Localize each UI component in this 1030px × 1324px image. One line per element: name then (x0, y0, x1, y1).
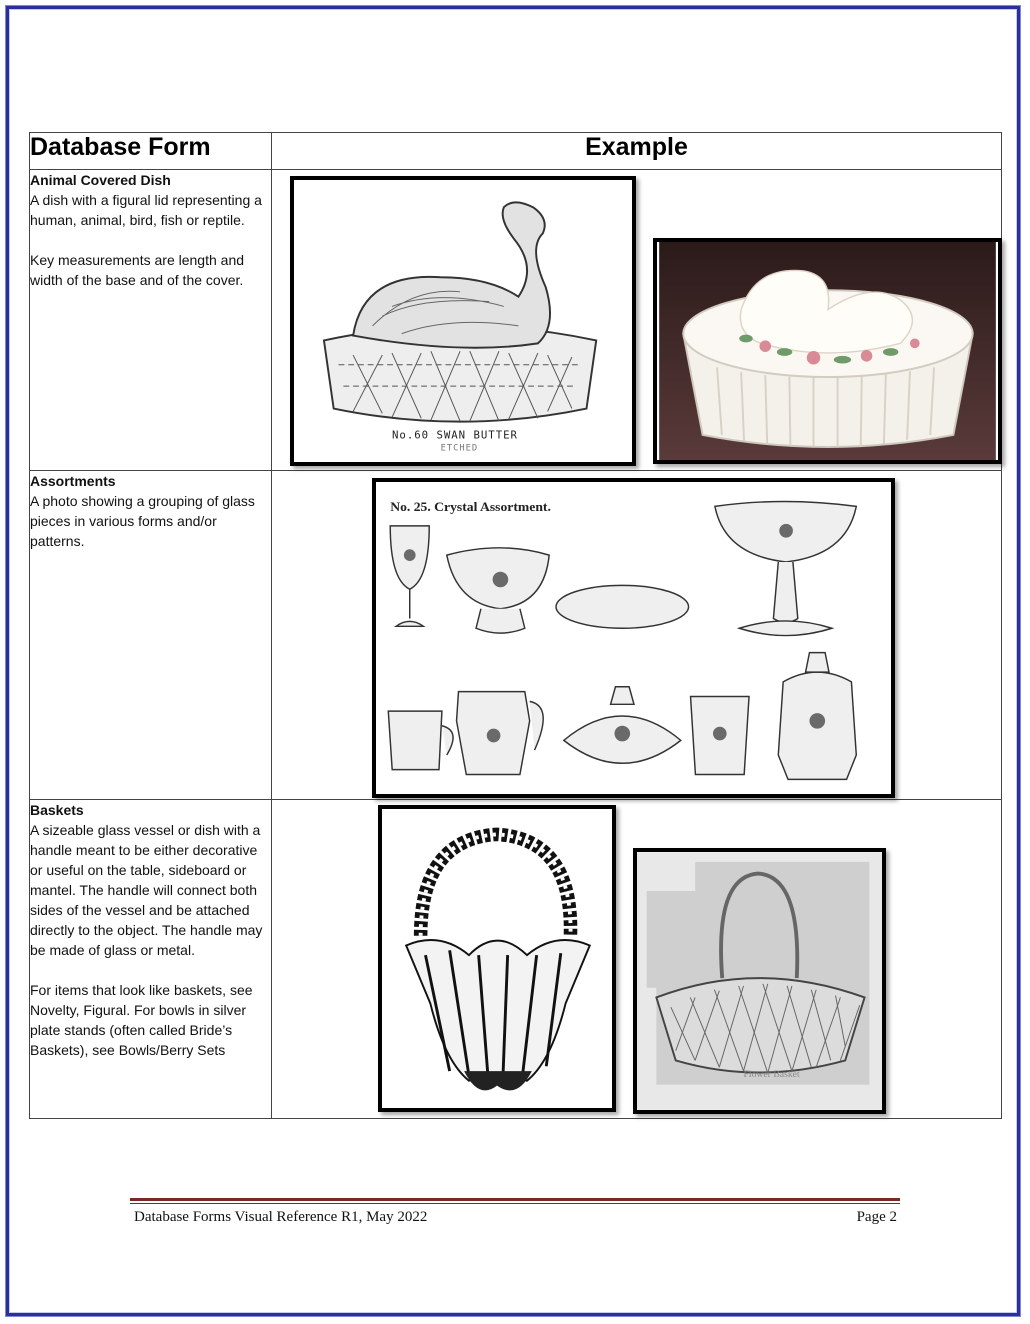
example-cell (272, 170, 1002, 471)
footer-rule (130, 1198, 900, 1201)
crystal-assortment-catalog-illustration (372, 478, 895, 798)
form-paragraph: A dish with a figural lid representing a human, animal, bird, fish or reptile. (30, 192, 262, 228)
form-description (30, 170, 272, 471)
swan-dish-drawing (294, 180, 632, 462)
swan-caption: No.60 SWAN BUTTER (392, 428, 518, 442)
assortment-caption: No. 25. Crystal Assortment. (390, 499, 551, 515)
form-paragraph: Key measurements are length and width of the base and of the cover. (30, 252, 245, 288)
swan-caption-2: ETCHED (440, 443, 479, 454)
swan-butter-dish-illustration (290, 176, 636, 466)
ruffled-basket-illustration (378, 805, 616, 1112)
flower-basket-caption: Flower Basket (743, 1068, 800, 1080)
form-paragraph: A photo showing a grouping of glass pieces in various forms and/or patterns. (30, 493, 255, 549)
form-paragraph: For items that look like baskets, see Novelty, Figural. For bowls in silver plate stands (often called Bride’s Baskets), see Bowls/Berry Sets (30, 982, 253, 1058)
table-row (30, 800, 1002, 1119)
ruffled-basket-drawing (382, 809, 612, 1108)
hen-dish-photo-drawing (657, 242, 998, 460)
form-name: Animal Covered Dish (30, 172, 171, 188)
table-row (30, 170, 1002, 471)
example-cell (272, 800, 1002, 1119)
table-row (30, 471, 1002, 800)
footer-document-title: Database Forms Visual Reference R1, May 2022 (134, 1209, 428, 1225)
form-description (30, 471, 272, 800)
forms-table (29, 132, 1002, 1119)
header-example: Example (272, 133, 1002, 170)
footer-rule-thin (130, 1203, 900, 1204)
example-cell (272, 471, 1002, 800)
form-name: Baskets (30, 802, 84, 818)
assortment-drawing (376, 482, 891, 794)
flower-basket-drawing (637, 852, 882, 1110)
form-description (30, 800, 272, 1119)
table-header-row (30, 133, 1002, 170)
header-database-form: Database Form (30, 133, 272, 170)
footer-page-number: Page 2 (856, 1209, 897, 1225)
form-name: Assortments (30, 473, 116, 489)
flower-basket-illustration (633, 848, 886, 1114)
milk-glass-hen-dish-photo (653, 238, 1002, 464)
form-paragraph: A sizeable glass vessel or dish with a handle meant to be either decorative or useful on the table, sideboard or mantel. The handle will connect both sides of the vessel and be attached directly to the object. The handle may be made of glass or metal. (30, 822, 263, 958)
